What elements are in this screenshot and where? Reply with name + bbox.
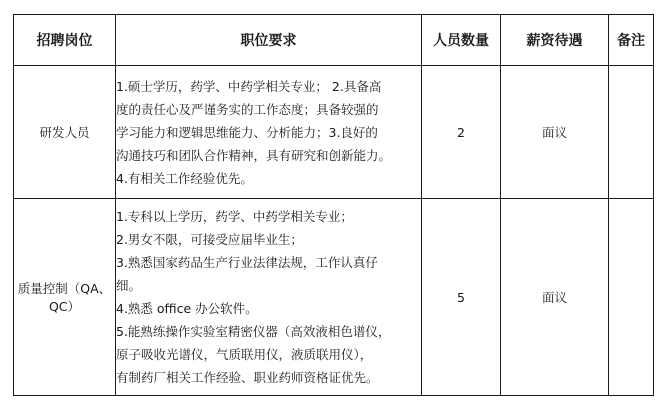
header-position: 招聘岗位 bbox=[14, 15, 116, 66]
recruitment-table bbox=[13, 14, 654, 396]
cell-position: 研发人员 bbox=[14, 66, 116, 199]
requirement-line: 4.熟悉 office 办公软件。 bbox=[116, 301, 258, 316]
header-headcount: 人员数量 bbox=[422, 15, 501, 66]
requirement-line: 沟通技巧和团队合作精神，具有研究和创新能力。 bbox=[116, 147, 392, 163]
requirement-line: 3.熟悉国家药品生产行业法律法规，工作认真仔 bbox=[116, 255, 378, 270]
requirement-line: 4.有相关工作经验优先。 bbox=[116, 170, 253, 186]
requirement-line: 5.能熟练操作实验室精密仪器（高效液相色谱仪， bbox=[116, 324, 391, 339]
requirement-line: 度的责任心及严谨务实的工作态度；具备较强的 bbox=[116, 101, 379, 117]
cell-remarks bbox=[609, 199, 654, 396]
requirement-line: 有制药厂相关工作经验、职业药师资格证优先。 bbox=[116, 370, 379, 385]
cell-remarks bbox=[609, 66, 654, 199]
requirement-line: 学习能力和逻辑思维能力、分析能力；3.良好的 bbox=[116, 124, 378, 140]
requirement-line: 原子吸收光谱仪，气质联用仪，液质联用仪）， bbox=[116, 347, 373, 362]
table-header-row bbox=[14, 15, 654, 66]
cropped-text-fragment bbox=[62, 406, 102, 412]
cell-requirements bbox=[116, 199, 422, 396]
table-row bbox=[14, 199, 654, 396]
table-row bbox=[14, 66, 654, 199]
cell-headcount: 5 bbox=[422, 199, 501, 396]
cell-salary: 面议 bbox=[501, 199, 609, 396]
cell-headcount: 2 bbox=[422, 66, 501, 199]
header-requirements: 职位要求 bbox=[116, 15, 422, 66]
requirement-line: 2.男女不限，可接受应届毕业生； bbox=[116, 232, 303, 247]
cell-salary: 面议 bbox=[501, 66, 609, 199]
cell-requirements bbox=[116, 66, 422, 199]
cell-position bbox=[14, 199, 116, 396]
requirement-line: 细。 bbox=[116, 278, 142, 293]
requirement-line: 1.硕士学历，药学、中药学相关专业； 2.具备高 bbox=[116, 78, 382, 94]
requirement-line: 1.专科以上学历，药学、中药学相关专业； bbox=[116, 209, 353, 224]
position-line: QC） bbox=[48, 299, 81, 314]
header-remarks: 备注 bbox=[609, 15, 654, 66]
header-salary: 薪资待遇 bbox=[501, 15, 609, 66]
position-line: 质量控制（QA、 bbox=[17, 281, 112, 296]
